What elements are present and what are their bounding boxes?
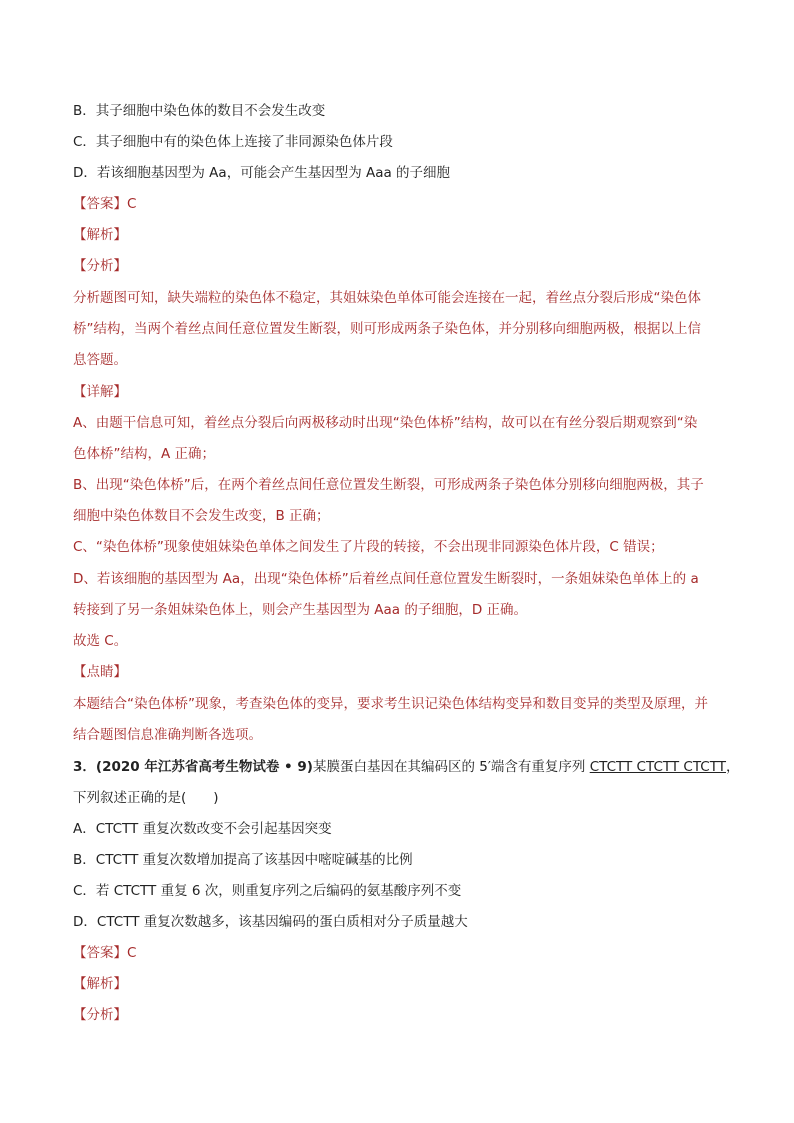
q3-stem-line-2: 下列叙述正确的是( ) xyxy=(73,790,219,806)
q2-detail-line-5: C、“染色体桥”现象使姐妹染色单体之间发生了片段的转接，不会出现非同源染色体片段，C 错误； xyxy=(73,539,664,555)
q2-analysis-line-2: 桥”结构，当两个着丝点间任意位置发生断裂，则可形成两条子染色体，并分别移向细胞两极，根据以上信 xyxy=(73,321,701,337)
q2-jiexi-heading: 【解析】 xyxy=(73,227,127,243)
q2-detail-line-4: 细胞中染色体数目不会发生改变，B 正确； xyxy=(73,508,330,524)
q2-xiangjie-heading: 【详解】 xyxy=(73,384,127,400)
q2-detail-line-3: B、出现“染色体桥”后，在两个着丝点间任意位置发生断裂，可形成两条子染色体分别移向细胞两极，其子 xyxy=(73,477,704,493)
q2-option-b: B．其子细胞中染色体的数目不会发生改变 xyxy=(73,103,326,119)
q2-detail-line-2: 色体桥”结构，A 正确； xyxy=(73,446,216,462)
q2-dianjing-heading: 【点睛】 xyxy=(73,664,127,680)
q3-stem-text: 某膜蛋白基因在其编码区的 5′端含有重复序列 xyxy=(312,759,590,775)
q2-comment-line-1: 本题结合“染色体桥”现象，考查染色体的变异，要求考生识记染色体结构变异和数目变异的类型及原理，并 xyxy=(73,696,708,712)
q3-option-c: C．若 CTCTT 重复 6 次，则重复序列之后编码的氨基酸序列不变 xyxy=(73,883,462,899)
q2-detail-line-8: 故选 C。 xyxy=(73,633,128,649)
q2-analysis-line-3: 息答题。 xyxy=(73,352,127,368)
q2-detail-line-6: D、若该细胞的基因型为 Aa，出现“染色体桥”后着丝点间任意位置发生断裂时，一条姐妹染色单体上的 a xyxy=(73,571,699,587)
q3-jiexi-heading: 【解析】 xyxy=(73,976,127,992)
q3-fenxi-heading: 【分析】 xyxy=(73,1007,127,1023)
q2-detail-line-7: 转接到了另一条姐妹染色体上，则会产生基因型为 Aaa 的子细胞，D 正确。 xyxy=(73,602,528,618)
q3-source: (2020 年江苏省高考生物试卷 • 9) xyxy=(95,759,313,775)
q3-number: 3． xyxy=(73,759,96,775)
q2-option-d: D．若该细胞基因型为 Aa，可能会产生基因型为 Aaa 的子细胞 xyxy=(73,165,451,181)
q3-answer: 【答案】C xyxy=(73,945,137,961)
q3-option-a: A．CTCTT 重复次数改变不会引起基因突变 xyxy=(73,821,332,837)
q3-stem-end: ， xyxy=(725,759,740,775)
q3-stem-line-1 xyxy=(73,757,739,777)
q3-option-b: B．CTCTT 重复次数增加提高了该基因中嘧啶碱基的比例 xyxy=(73,852,413,868)
q3-option-d: D．CTCTT 重复次数越多，该基因编码的蛋白质相对分子质量越大 xyxy=(73,914,468,930)
q2-detail-line-1: A、由题干信息可知，着丝点分裂后向两极移动时出现“染色体桥”结构，故可以在有丝分裂后期观察到“染 xyxy=(73,415,698,431)
q2-answer: 【答案】C xyxy=(73,196,137,212)
q2-analysis-line-1: 分析题图可知，缺失端粒的染色体不稳定，其姐妹染色单体可能会连接在一起，着丝点分裂后形成“染色体 xyxy=(73,290,701,306)
q2-fenxi-heading: 【分析】 xyxy=(73,258,127,274)
q3-sequence: CTCTT CTCTT CTCTT xyxy=(589,759,726,775)
q2-option-c: C．其子细胞中有的染色体上连接了非同源染色体片段 xyxy=(73,134,393,150)
q2-comment-line-2: 结合题图信息准确判断各选项。 xyxy=(73,727,262,743)
